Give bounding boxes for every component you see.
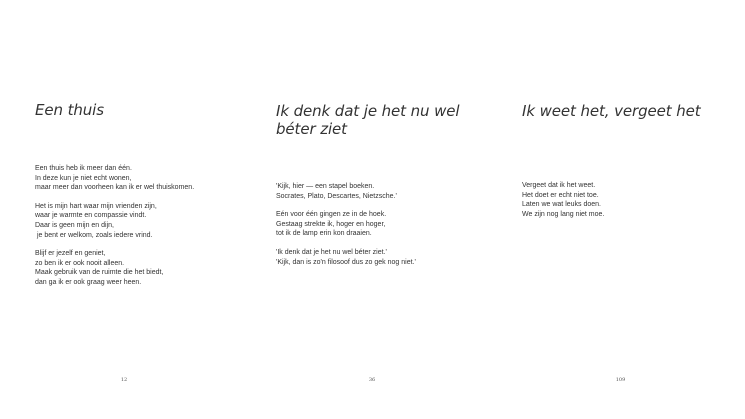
poem-line: Socrates, Plato, Descartes, Nietzsche.' (276, 192, 397, 200)
poem-line: maar meer dan voorheen kan ik er wel thuiskomen. (35, 184, 195, 192)
poem-title: Een thuis (35, 101, 104, 119)
poem-body (276, 182, 416, 276)
poem-body (35, 164, 194, 297)
poem-line: Vergeet dat ik het weet. (522, 182, 596, 189)
poem-line: Een thuis heb ik meer dan één. (35, 165, 132, 172)
poem-line: zo ben ik er ook nooit alleen. (35, 259, 125, 267)
poem-line: In deze kun je niet echt wonen, (35, 174, 132, 182)
poem-line: tot ik de lamp erin kon draaien. (276, 230, 372, 238)
stanza (276, 182, 416, 201)
poem-line: 'Kijk, dan is zo'n filosoof dus zo gek nog niet.' (276, 258, 416, 266)
poem-line: We zijn nog lang niet moe. (522, 210, 605, 218)
poem-line: Maak gebruik van de ruimte die het biedt, (35, 269, 164, 277)
book-page-1 (0, 0, 248, 419)
stanza (35, 249, 194, 287)
poem-line: je bent er welkom, zoals iedere vrind. (35, 231, 153, 239)
poem-line: 'Ik denk dat je het nu wel béter ziet.' (276, 248, 387, 256)
poem-line: Het is mijn hart waar mijn vrienden zijn, (35, 202, 157, 210)
poem-line: Blijf er jezelf en geniet, (35, 250, 106, 258)
poem-line: Eén voor één gingen ze in de hoek. (276, 211, 387, 219)
poem-line: waar je warmte en compassie vindt. (35, 212, 147, 220)
poem-line: Gestaag strekte ik, hoger en hoger, (276, 220, 386, 228)
book-page-3 (496, 0, 745, 419)
poem-line: Daar is geen mijn en dijn, (35, 221, 114, 229)
poem-line: Het doet er echt niet toe. (522, 191, 599, 199)
poem-body (522, 181, 604, 228)
page-number: 36 (368, 377, 376, 383)
poem-line: Laten we wat leuks doen. (522, 201, 601, 209)
stanza (522, 181, 604, 219)
poem-title: Ik weet het, vergeet het (522, 102, 701, 120)
poem-line: dan ga ik er ook graag weer heen. (35, 278, 142, 286)
stanza (35, 202, 194, 240)
poem-title: Ik denk dat je het nu wel béter ziet (276, 102, 460, 138)
book-page-2 (248, 0, 496, 419)
stanza (35, 164, 194, 193)
page-number: 12 (120, 377, 128, 383)
stanza (276, 210, 416, 239)
stanza (276, 248, 416, 267)
poem-line: 'Kijk, hier — een stapel boeken. (276, 183, 375, 190)
page-number: 109 (615, 377, 626, 383)
